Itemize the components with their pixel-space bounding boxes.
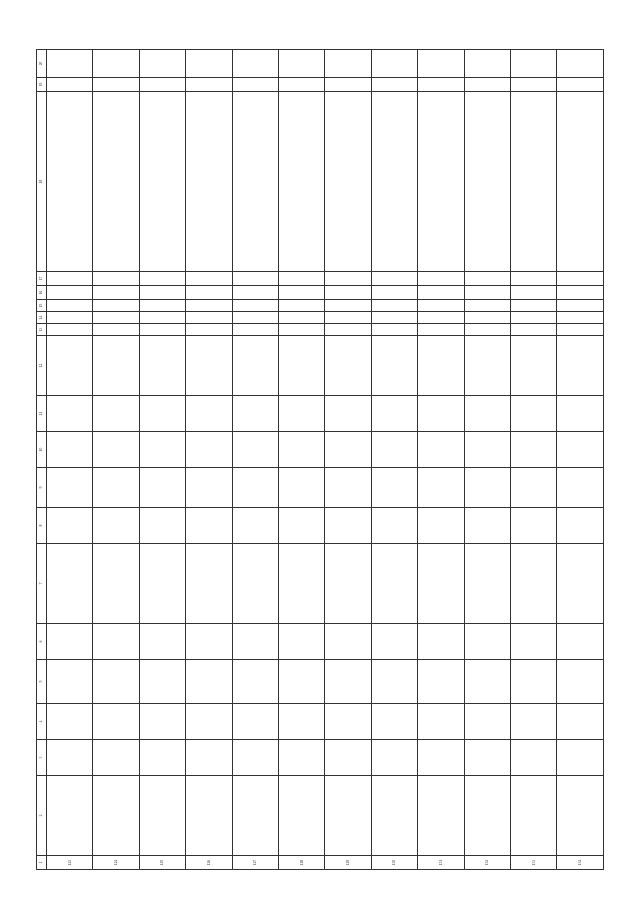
row-number: 129 xyxy=(325,856,371,870)
table-cell xyxy=(511,660,557,704)
table-cell xyxy=(511,336,557,396)
row-number: 123 xyxy=(47,856,93,870)
table-cell xyxy=(47,624,93,660)
table-cell xyxy=(325,740,371,776)
table-cell xyxy=(511,468,557,508)
table-cell xyxy=(418,544,464,624)
table-cell xyxy=(232,336,278,396)
table-cell xyxy=(325,704,371,740)
table-cell xyxy=(511,432,557,468)
table-cell xyxy=(325,660,371,704)
table-cell xyxy=(186,624,232,660)
table-cell xyxy=(139,300,185,312)
table-cell xyxy=(139,78,185,92)
table-cell xyxy=(557,324,604,336)
table-cell xyxy=(325,624,371,660)
table-cell xyxy=(232,50,278,78)
table-cell xyxy=(464,286,510,300)
table-cell xyxy=(279,776,325,856)
column-number: 14 xyxy=(37,312,47,324)
table-cell xyxy=(139,468,185,508)
column-number: 11 xyxy=(37,396,47,432)
table-cell xyxy=(464,272,510,286)
table-cell xyxy=(279,272,325,286)
table-cell xyxy=(47,508,93,544)
table-cell xyxy=(557,432,604,468)
column-number: 10 xyxy=(37,432,47,468)
row-number: 133 xyxy=(511,856,557,870)
table-row xyxy=(511,50,557,870)
table-cell xyxy=(186,660,232,704)
table-cell xyxy=(557,396,604,432)
table-cell xyxy=(232,324,278,336)
table-cell xyxy=(557,312,604,324)
table-cell xyxy=(511,396,557,432)
table-cell xyxy=(186,776,232,856)
table-cell xyxy=(464,660,510,704)
table-cell xyxy=(139,396,185,432)
table-cell xyxy=(232,624,278,660)
table-cell xyxy=(371,324,417,336)
table-cell xyxy=(418,286,464,300)
table-cell xyxy=(464,432,510,468)
table-cell xyxy=(47,272,93,286)
table-cell xyxy=(464,78,510,92)
table-cell xyxy=(47,336,93,396)
table-cell xyxy=(418,50,464,78)
table-cell xyxy=(371,468,417,508)
table-cell xyxy=(93,432,139,468)
table-cell xyxy=(47,704,93,740)
table-cell xyxy=(232,92,278,272)
column-number: 2 xyxy=(37,776,47,856)
table-cell xyxy=(418,272,464,286)
table-cell xyxy=(47,78,93,92)
table-row xyxy=(47,50,93,870)
table-cell xyxy=(325,544,371,624)
table-cell xyxy=(279,508,325,544)
table-cell xyxy=(325,324,371,336)
table-cell xyxy=(186,396,232,432)
table-cell xyxy=(511,544,557,624)
table-cell xyxy=(418,432,464,468)
table-cell xyxy=(47,432,93,468)
table-cell xyxy=(232,78,278,92)
table-cell xyxy=(371,78,417,92)
table-cell xyxy=(371,50,417,78)
table-cell xyxy=(557,508,604,544)
table-cell xyxy=(139,312,185,324)
table-cell xyxy=(47,396,93,432)
table-cell xyxy=(186,78,232,92)
table-cell xyxy=(139,704,185,740)
row-number: 131 xyxy=(418,856,464,870)
row-number: 124 xyxy=(93,856,139,870)
table-cell xyxy=(186,312,232,324)
table-cell xyxy=(232,272,278,286)
table-cell xyxy=(93,78,139,92)
column-number: 20 xyxy=(37,50,47,78)
table-cell xyxy=(139,324,185,336)
table-cell xyxy=(464,312,510,324)
table-cell xyxy=(186,92,232,272)
row-number: 134 xyxy=(557,856,604,870)
table-cell xyxy=(93,50,139,78)
table-cell xyxy=(557,300,604,312)
column-number: 15 xyxy=(37,300,47,312)
table-cell xyxy=(325,92,371,272)
table-cell xyxy=(47,92,93,272)
table-cell xyxy=(371,740,417,776)
table-cell xyxy=(371,286,417,300)
table-cell xyxy=(418,312,464,324)
table-cell xyxy=(325,286,371,300)
table-cell xyxy=(464,508,510,544)
table-cell xyxy=(371,660,417,704)
table-row xyxy=(557,50,604,870)
table-cell xyxy=(418,508,464,544)
table-cell xyxy=(186,508,232,544)
table-cell xyxy=(93,776,139,856)
table-cell xyxy=(511,324,557,336)
table-cell xyxy=(279,92,325,272)
table-cell xyxy=(232,660,278,704)
table-cell xyxy=(47,50,93,78)
table-cell xyxy=(418,660,464,704)
table-cell xyxy=(186,272,232,286)
table-cell xyxy=(418,78,464,92)
table-cell xyxy=(279,704,325,740)
table-cell xyxy=(325,50,371,78)
table-cell xyxy=(93,300,139,312)
table-cell xyxy=(325,300,371,312)
table-cell xyxy=(464,468,510,508)
table-cell xyxy=(511,286,557,300)
table-cell xyxy=(279,312,325,324)
table-cell xyxy=(557,286,604,300)
table-cell xyxy=(279,740,325,776)
table-cell xyxy=(93,396,139,432)
table-cell xyxy=(232,312,278,324)
table-row xyxy=(464,50,510,870)
rotated-table-container xyxy=(36,50,604,870)
table-cell xyxy=(47,660,93,704)
table-cell xyxy=(557,336,604,396)
table-cell xyxy=(557,660,604,704)
table-cell xyxy=(47,740,93,776)
table-cell xyxy=(371,300,417,312)
table-cell xyxy=(279,544,325,624)
table-cell xyxy=(557,776,604,856)
table-body xyxy=(47,50,604,870)
column-number: 7 xyxy=(37,544,47,624)
table-cell xyxy=(418,704,464,740)
table-cell xyxy=(511,624,557,660)
table-cell xyxy=(93,312,139,324)
table-cell xyxy=(232,468,278,508)
column-number: 1 xyxy=(37,856,47,870)
table-row xyxy=(93,50,139,870)
table-cell xyxy=(186,286,232,300)
table-row xyxy=(139,50,185,870)
column-number: 4 xyxy=(37,704,47,740)
table-cell xyxy=(464,324,510,336)
table-cell xyxy=(464,624,510,660)
table-row xyxy=(371,50,417,870)
table-cell xyxy=(371,336,417,396)
table-cell xyxy=(139,432,185,468)
table-cell xyxy=(93,286,139,300)
table-row xyxy=(279,50,325,870)
table-cell xyxy=(47,324,93,336)
table-cell xyxy=(464,776,510,856)
table-cell xyxy=(93,544,139,624)
table-cell xyxy=(511,50,557,78)
column-number: 16 xyxy=(37,286,47,300)
table-cell xyxy=(418,92,464,272)
table-cell xyxy=(418,468,464,508)
table-cell xyxy=(93,704,139,740)
table-cell xyxy=(325,396,371,432)
table-cell xyxy=(139,624,185,660)
row-number: 130 xyxy=(371,856,417,870)
table-cell xyxy=(511,776,557,856)
table-cell xyxy=(139,92,185,272)
table-cell xyxy=(325,432,371,468)
table-cell xyxy=(232,300,278,312)
table-cell xyxy=(464,92,510,272)
table-cell xyxy=(279,324,325,336)
table-cell xyxy=(279,624,325,660)
column-number: 18 xyxy=(37,92,47,272)
table-cell xyxy=(418,624,464,660)
table-cell xyxy=(325,776,371,856)
table-cell xyxy=(371,624,417,660)
table-cell xyxy=(511,92,557,272)
table-cell xyxy=(279,286,325,300)
table-cell xyxy=(511,740,557,776)
table-cell xyxy=(511,272,557,286)
table-cell xyxy=(47,300,93,312)
table-cell xyxy=(186,468,232,508)
table-cell xyxy=(464,740,510,776)
table-cell xyxy=(464,50,510,78)
table-cell xyxy=(279,336,325,396)
table-row xyxy=(418,50,464,870)
table-cell xyxy=(186,50,232,78)
table-cell xyxy=(139,286,185,300)
table-cell xyxy=(371,396,417,432)
table-cell xyxy=(464,396,510,432)
table-cell xyxy=(279,432,325,468)
table-cell xyxy=(139,272,185,286)
row-number: 132 xyxy=(464,856,510,870)
table-cell xyxy=(232,286,278,300)
table-cell xyxy=(93,92,139,272)
table-cell xyxy=(139,660,185,704)
table-cell xyxy=(139,776,185,856)
table-cell xyxy=(232,544,278,624)
row-number: 125 xyxy=(139,856,185,870)
table-cell xyxy=(464,544,510,624)
table-cell xyxy=(232,396,278,432)
registry-table xyxy=(36,49,604,870)
row-number: 126 xyxy=(186,856,232,870)
table-cell xyxy=(93,740,139,776)
table-cell xyxy=(557,78,604,92)
table-cell xyxy=(464,704,510,740)
table-cell xyxy=(139,740,185,776)
table-cell xyxy=(93,336,139,396)
table-cell xyxy=(93,624,139,660)
column-number: 3 xyxy=(37,740,47,776)
table-cell xyxy=(186,324,232,336)
table-cell xyxy=(93,508,139,544)
column-number: 17 xyxy=(37,272,47,286)
table-cell xyxy=(418,336,464,396)
table-cell xyxy=(557,740,604,776)
table-cell xyxy=(279,660,325,704)
table-cell xyxy=(511,508,557,544)
table-cell xyxy=(511,312,557,324)
table-cell xyxy=(139,544,185,624)
table-cell xyxy=(47,776,93,856)
table-cell xyxy=(557,468,604,508)
table-cell xyxy=(139,508,185,544)
table-cell xyxy=(418,740,464,776)
table-cell xyxy=(371,312,417,324)
column-number: 9 xyxy=(37,468,47,508)
table-cell xyxy=(279,468,325,508)
table-cell xyxy=(47,468,93,508)
column-number: 13 xyxy=(37,324,47,336)
column-number-row xyxy=(37,50,47,870)
table-cell xyxy=(186,704,232,740)
table-cell xyxy=(325,468,371,508)
table-cell xyxy=(232,776,278,856)
table-cell xyxy=(93,468,139,508)
table-cell xyxy=(371,272,417,286)
table-cell xyxy=(557,272,604,286)
table-cell xyxy=(186,544,232,624)
table-cell xyxy=(186,300,232,312)
table-cell xyxy=(371,776,417,856)
table-cell xyxy=(232,704,278,740)
row-number: 128 xyxy=(279,856,325,870)
table-cell xyxy=(325,272,371,286)
table-row xyxy=(232,50,278,870)
table-cell xyxy=(371,92,417,272)
table-cell xyxy=(418,300,464,312)
column-number: 19 xyxy=(37,78,47,92)
column-number: 8 xyxy=(37,508,47,544)
table-cell xyxy=(325,508,371,544)
table-cell xyxy=(279,300,325,312)
table-cell xyxy=(279,396,325,432)
table-cell xyxy=(325,78,371,92)
table-row xyxy=(186,50,232,870)
table-cell xyxy=(511,300,557,312)
row-number: 127 xyxy=(232,856,278,870)
column-number: 6 xyxy=(37,624,47,660)
table-cell xyxy=(557,704,604,740)
table-cell xyxy=(557,624,604,660)
table-cell xyxy=(186,336,232,396)
table-cell xyxy=(557,544,604,624)
table-row xyxy=(325,50,371,870)
table-cell xyxy=(186,432,232,468)
table-cell xyxy=(464,300,510,312)
table-cell xyxy=(279,78,325,92)
column-number: 5 xyxy=(37,660,47,704)
table-cell xyxy=(232,508,278,544)
table-cell xyxy=(418,396,464,432)
table-cell xyxy=(464,336,510,396)
table-cell xyxy=(139,336,185,396)
table-cell xyxy=(371,508,417,544)
table-cell xyxy=(557,50,604,78)
table-cell xyxy=(371,704,417,740)
table-cell xyxy=(325,336,371,396)
table-cell xyxy=(93,272,139,286)
table-cell xyxy=(371,544,417,624)
table-cell xyxy=(418,776,464,856)
table-cell xyxy=(47,544,93,624)
table-cell xyxy=(47,286,93,300)
table-cell xyxy=(279,50,325,78)
table-cell xyxy=(418,324,464,336)
column-number: 12 xyxy=(37,336,47,396)
table-cell xyxy=(511,78,557,92)
table-cell xyxy=(557,92,604,272)
table-cell xyxy=(139,50,185,78)
table-cell xyxy=(325,312,371,324)
table-cell xyxy=(93,660,139,704)
table-cell xyxy=(371,432,417,468)
table-cell xyxy=(511,704,557,740)
table-cell xyxy=(47,312,93,324)
table-cell xyxy=(186,740,232,776)
table-cell xyxy=(93,324,139,336)
table-cell xyxy=(232,740,278,776)
table-cell xyxy=(232,432,278,468)
